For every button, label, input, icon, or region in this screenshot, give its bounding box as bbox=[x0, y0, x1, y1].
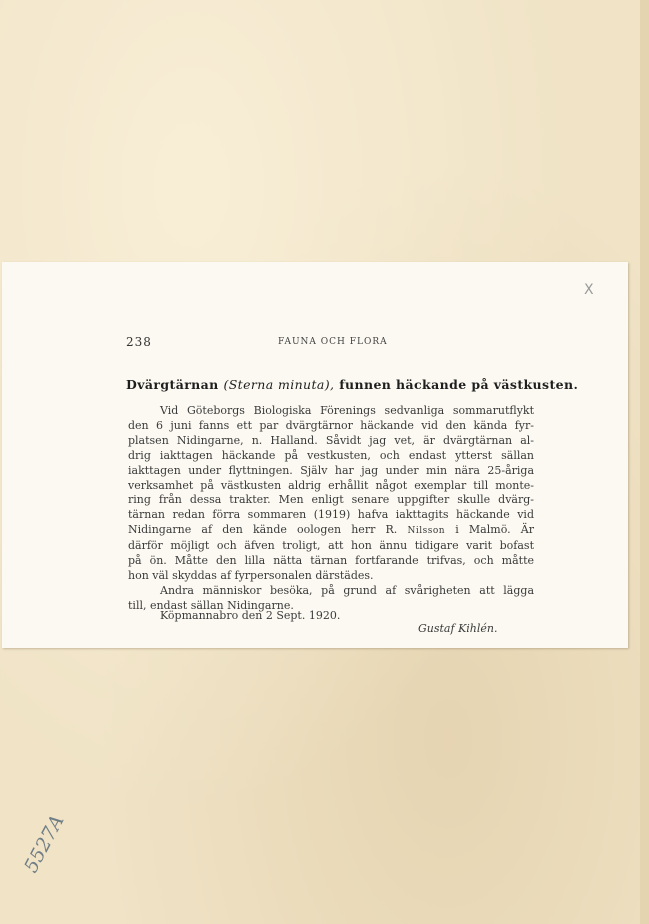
body-line: den 6 juni fanns ett par dvärgtärnor häckande vid den kända fyr- bbox=[128, 418, 534, 432]
article-heading bbox=[126, 377, 579, 392]
body-line: tärnan redan förra sommaren (1919) hafva iakttagits häckande vid bbox=[128, 508, 534, 522]
body-line: på ön. Måtte den lilla nätta tärnan fortfarande trifvas, och måtte bbox=[128, 554, 534, 568]
body-line: platsen Nidingarne, n. Halland. Såvidt jag vet, är dvärgtärnan al- bbox=[128, 433, 534, 447]
page-number: 238 bbox=[126, 335, 152, 349]
body-line: drig iakttagen häckande på vestkusten, och endast ytterst sällan bbox=[128, 448, 534, 462]
handwritten-catalog-number: 5527A bbox=[20, 811, 69, 877]
body-line bbox=[128, 523, 534, 539]
heading-title: Dvärgtärnan bbox=[126, 377, 219, 392]
body-line: verksamhet på västkusten aldrig erhållit något exemplar till monte- bbox=[128, 478, 534, 492]
author-signature: Gustaf Kihlén. bbox=[418, 622, 498, 635]
body-line: iakttagen under flyttningen. Själv har jag under min nära 25-åriga bbox=[128, 463, 534, 477]
body-line: ring från dessa trakter. Men enligt senare uppgifter skulle dvärg- bbox=[128, 493, 534, 507]
body-line: Andra människor besöka, på grund af svårigheten att lägga bbox=[160, 583, 534, 597]
pencil-mark: X bbox=[584, 282, 594, 298]
dateline: Köpmannabro den 2 Sept. 1920. bbox=[160, 609, 341, 622]
running-head bbox=[126, 335, 536, 351]
body-line: hon väl skyddas af fyrpersonalen därstädes. bbox=[128, 568, 374, 582]
body-line: till, endast sällan Nidingarne. bbox=[128, 598, 294, 612]
body-line: därför möjligt och äfven troligt, att hon ännu tidigare varit bofast bbox=[128, 539, 534, 553]
body-line: Vid Göteborgs Biologiska Förenings sedvanliga sommarutflykt bbox=[160, 404, 534, 417]
body-line-segment: i Malmö. Är bbox=[455, 523, 534, 537]
article-body bbox=[128, 404, 534, 614]
heading-species: (Sterna minuta), bbox=[223, 377, 335, 392]
person-name-small-caps: Nilsson bbox=[407, 526, 446, 537]
heading-rest: funnen häckande på västkusten. bbox=[339, 377, 579, 392]
backing-sheet-edge bbox=[640, 0, 649, 924]
running-title: FAUNA OCH FLORA bbox=[278, 337, 388, 347]
body-line-segment: Nidingarne af den kände oologen herr R. bbox=[128, 523, 398, 537]
